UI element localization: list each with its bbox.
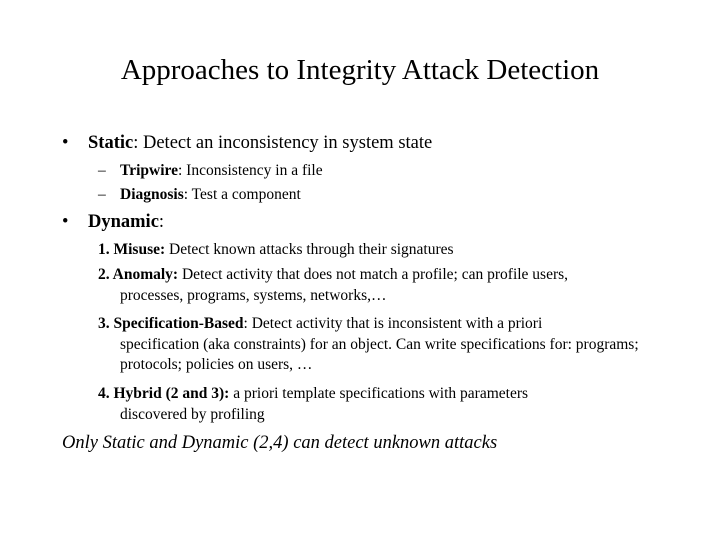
item-desc: : Detect activity that is inconsistent with a priori (243, 315, 543, 332)
numbered-item-hybrid (98, 384, 668, 425)
sub-bullet-text (120, 161, 323, 181)
sub-bullet-desc: : Test a component (183, 186, 301, 203)
bullet-text (88, 210, 164, 234)
sub-bullet-term: Tripwire (120, 162, 178, 179)
sub-bullet-term: Diagnosis (120, 186, 184, 203)
bullet-desc: : Detect an inconsistency in system state (133, 133, 433, 153)
item-desc: Detect activity that does not match a profile; can profile users, (178, 266, 569, 283)
item-term: 3. Specification-Based (98, 315, 244, 332)
item-term: 1. Misuse: (98, 241, 166, 258)
sub-bullet-marker: – (98, 162, 106, 179)
item-term: 4. Hybrid (2 and 3): (98, 385, 230, 402)
numbered-item-misuse (98, 240, 668, 261)
bullet-term: Static (88, 133, 134, 153)
bullet-desc: : (158, 212, 165, 232)
footer-note: Only Static and Dynamic (2,4) can detect unknown attacks (62, 433, 498, 453)
bullet-marker: • (62, 133, 69, 153)
item-term: 2. Anomaly: (98, 266, 179, 283)
item-continuation: processes, programs, systems, networks,… (120, 286, 387, 304)
sub-bullet-desc: : Inconsistency in a file (177, 162, 323, 179)
bullet-marker: • (62, 212, 69, 232)
sub-bullet-text (120, 185, 301, 205)
bullet-term: Dynamic (88, 212, 159, 232)
numbered-item-specification (98, 314, 668, 376)
slide-title: Approaches to Integrity Attack Detection (120, 54, 600, 86)
sub-bullet-marker: – (98, 186, 106, 203)
item-continuation: specification (aka constraints) for an object. Can write specifications for: programs; protocols; policies on users, … (120, 335, 639, 373)
numbered-item-anomaly (98, 265, 668, 306)
bullet-text (88, 131, 432, 155)
item-desc: a priori template specifications with parameters (229, 385, 529, 402)
item-continuation: discovered by profiling (120, 405, 265, 423)
item-desc: Detect known attacks through their signatures (165, 241, 454, 258)
